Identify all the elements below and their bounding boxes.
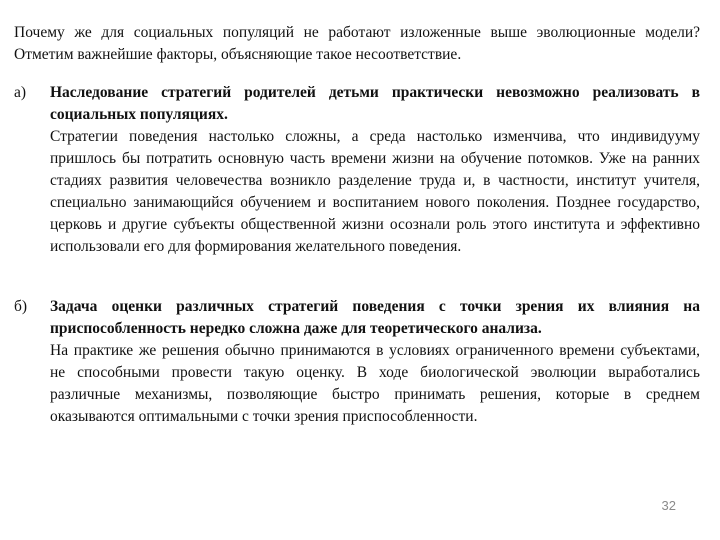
list-item-text: Стратегии поведения настолько сложны, а среда настолько изменчива, что индивидууму пришлось бы потратить основную часть времени жизни на обучение потомков. Уже на ранних стадиях развития человечества возникло разделение труда и, в частности, институт учителя, специально занимающийся обучением и воспитанием нового поколения. Позднее государство, церковь и другие субъекты общественной жизни осознали роль этого института и эффективно использовали его для формирования желательного поведения. bbox=[50, 128, 700, 255]
list-item-heading: Наследование стратегий родителей детьми практически невозможно реализовать в социальных популяциях. bbox=[50, 84, 700, 123]
list-item-heading: Задача оценки различных стратегий поведения с точки зрения их влияния на приспособленность нередко сложна даже для теоретического анализа. bbox=[50, 298, 700, 337]
list-item-body bbox=[50, 296, 700, 428]
list-marker: а) bbox=[14, 84, 27, 101]
list-item-body bbox=[50, 82, 700, 258]
list-item-a bbox=[14, 82, 700, 258]
intro-paragraph: Почему же для социальных популяций не работают изложенные выше эволюционные модели? Отметим важнейшие факторы, объясняющие такое несоответствие. bbox=[14, 24, 700, 63]
list-item-b bbox=[14, 296, 700, 428]
list-marker: б) bbox=[14, 298, 28, 315]
page-number: 32 bbox=[661, 498, 676, 513]
list-item-text: На практике же решения обычно принимаются в условиях ограниченного времени субъектами, не способными провести такую оценку. В ходе биологической эволюции выработались различные механизмы, позволяющие быстро принимать решения, которые в среднем оказываются оптимальными с точки зрения приспособленности. bbox=[50, 342, 700, 425]
